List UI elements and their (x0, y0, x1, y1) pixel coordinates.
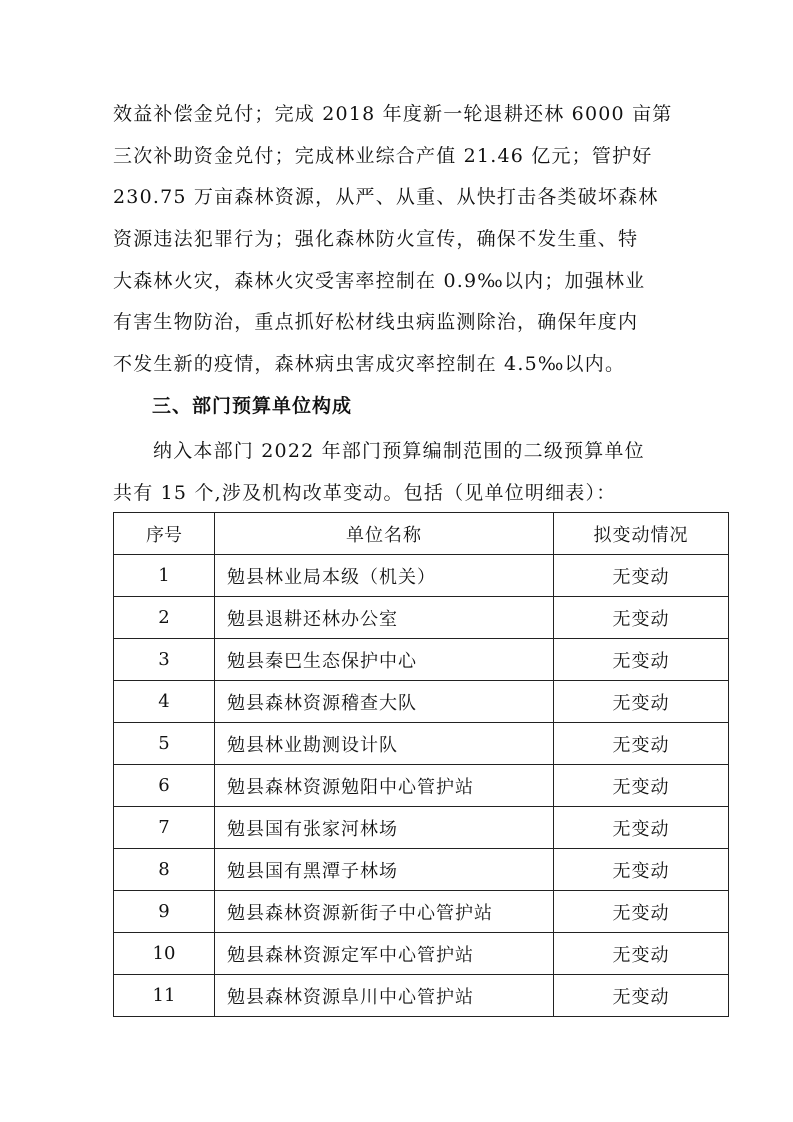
cell-serial-number: 1 (114, 555, 215, 597)
cell-serial-number: 7 (114, 807, 215, 849)
table-row (114, 555, 729, 597)
cell-unit-name: 勉县林业勘测设计队 (215, 723, 554, 765)
cell-serial-number: 8 (114, 849, 215, 891)
cell-serial-number: 5 (114, 723, 215, 765)
section-heading: 三、部门预算单位构成 (152, 395, 353, 417)
paragraph-line: 效益补偿金兑付；完成 2018 年度新一轮退耕还林 6000 亩第 (113, 103, 673, 125)
cell-planned-change: 无变动 (554, 723, 729, 765)
budget-units-table (113, 512, 729, 1017)
paragraph-line: 纳入本部门 2022 年部门预算编制范围的二级预算单位 (153, 440, 645, 462)
cell-planned-change: 无变动 (554, 765, 729, 807)
cell-serial-number: 4 (114, 681, 215, 723)
body-paragraph-2 (113, 431, 685, 514)
cell-unit-name: 勉县森林资源定军中心管护站 (215, 933, 554, 975)
header-serial-number: 序号 (114, 513, 215, 555)
cell-planned-change: 无变动 (554, 639, 729, 681)
cell-planned-change: 无变动 (554, 975, 729, 1017)
cell-unit-name: 勉县森林资源新街子中心管护站 (215, 891, 554, 933)
cell-serial-number: 6 (114, 765, 215, 807)
table-row (114, 891, 729, 933)
table-row (114, 765, 729, 807)
cell-unit-name: 勉县国有黑潭子林场 (215, 849, 554, 891)
table-row (114, 975, 729, 1017)
table-row (114, 807, 729, 849)
paragraph-line: 三次补助资金兑付；完成林业综合产值 21.46 亿元；管护好 (113, 144, 653, 167)
cell-serial-number: 3 (114, 639, 215, 681)
cell-serial-number: 10 (114, 933, 215, 975)
cell-serial-number: 11 (114, 975, 215, 1017)
paragraph-line: 不发生新的疫情，森林病虫害成灾率控制在 4.5‰以内。 (113, 353, 626, 376)
header-unit-name: 单位名称 (215, 513, 554, 555)
cell-serial-number: 9 (114, 891, 215, 933)
cell-unit-name: 勉县林业局本级（机关） (215, 555, 554, 597)
paragraph-line: 有害生物防治，重点抓好松材线虫病监测除治，确保年度内 (113, 311, 639, 334)
cell-unit-name: 勉县森林资源阜川中心管护站 (215, 975, 554, 1017)
table-row (114, 849, 729, 891)
cell-unit-name: 勉县森林资源勉阳中心管护站 (215, 765, 554, 807)
table-row (114, 723, 729, 765)
cell-unit-name: 勉县国有张家河林场 (215, 807, 554, 849)
cell-planned-change: 无变动 (554, 681, 729, 723)
paragraph-line: 共有 15 个,涉及机构改革变动。包括（见单位明细表）： (113, 481, 617, 504)
table-row (114, 597, 729, 639)
cell-planned-change: 无变动 (554, 933, 729, 975)
cell-unit-name: 勉县退耕还林办公室 (215, 597, 554, 639)
paragraph-line: 资源违法犯罪行为；强化森林防火宣传，确保不发生重、特 (113, 228, 639, 251)
cell-unit-name: 勉县秦巴生态保护中心 (215, 639, 554, 681)
cell-planned-change: 无变动 (554, 555, 729, 597)
header-planned-change: 拟变动情况 (554, 513, 729, 555)
cell-planned-change: 无变动 (554, 807, 729, 849)
table-header-row (114, 513, 729, 555)
table-row (114, 933, 729, 975)
cell-planned-change: 无变动 (554, 891, 729, 933)
cell-planned-change: 无变动 (554, 597, 729, 639)
cell-planned-change: 无变动 (554, 849, 729, 891)
table-row (114, 681, 729, 723)
cell-serial-number: 2 (114, 597, 215, 639)
paragraph-line: 大森林火灾，森林火灾受害率控制在 0.9‰以内；加强林业 (113, 269, 646, 292)
body-paragraph-1 (113, 94, 685, 386)
paragraph-line: 230.75 万亩森林资源，从严、从重、从快打击各类破坏森林 (113, 186, 659, 209)
cell-unit-name: 勉县森林资源稽查大队 (215, 681, 554, 723)
table-row (114, 639, 729, 681)
